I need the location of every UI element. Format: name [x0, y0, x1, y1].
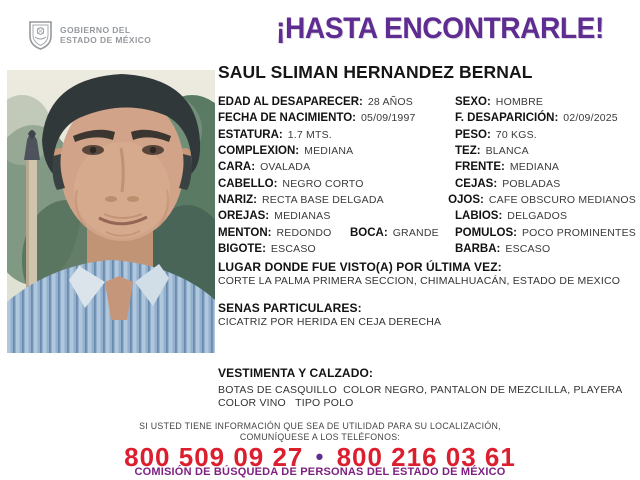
logo-line-2: ESTADO DE MÉXICO [60, 35, 152, 45]
field-value: NEGRO CORTO [282, 177, 364, 190]
field-label: CARA: [218, 161, 256, 174]
field-cell [455, 129, 636, 141]
field-label: NARIZ: [218, 193, 257, 206]
field-label: FECHA DE NACIMIENTO: [218, 112, 356, 125]
field-label: BARBA: [455, 242, 501, 255]
field-label: COMPLEXION: [218, 145, 300, 158]
field-cell [218, 161, 455, 173]
particular-signs-text: CICATRIZ POR HERIDA EN CEJA DERECHA [218, 315, 442, 328]
field-label: OJOS: [448, 193, 484, 206]
field-label: BOCA: [349, 226, 388, 239]
field-cell [455, 145, 636, 157]
commission-name: COMISIÓN DE BÚSQUEDA DE PERSONAS DEL ESTADO DE MÉXICO [134, 466, 506, 478]
field-value: 28 AÑOS [367, 96, 414, 109]
field-cell [218, 129, 455, 141]
details-panel [218, 62, 636, 410]
field-row [218, 143, 636, 159]
field-label: CEJAS: [455, 177, 498, 190]
field-label: ESTATURA: [218, 128, 283, 141]
field-label: EDAD AL DESAPARECER: [218, 96, 363, 109]
clothing-label: VESTIMENTA Y CALZADO: [218, 365, 373, 380]
field-label: TEZ: [455, 145, 481, 158]
field-cell [455, 161, 636, 173]
field-value: MEDIANAS [274, 210, 331, 223]
missing-person-photo [7, 70, 215, 353]
logo-line-1: GOBIERNO DEL [60, 24, 131, 35]
field-label: CABELLO: [218, 177, 278, 190]
field-value: CAFE OBSCURO MEDIANOS [488, 193, 636, 206]
field-value: POCO PROMINENTES [521, 226, 636, 239]
contact-instructions-line1: SI USTED TIENE INFORMACIÓN QUE SEA DE UTILIDAD PARA SU LOCALIZACIÓN, [139, 421, 501, 431]
edomex-logo [27, 20, 151, 50]
field-row [218, 224, 636, 240]
field-cell [455, 178, 636, 190]
field-value: OVALADA [260, 161, 311, 174]
field-value: HOMBRE [495, 96, 544, 109]
field-cell [455, 227, 636, 239]
field-cell [218, 243, 455, 255]
field-value: 1.7 MTS. [287, 128, 332, 141]
field-value: ESCASO [505, 242, 551, 255]
field-cell [218, 227, 350, 239]
attributes-grid [218, 94, 636, 257]
clothing-section [218, 366, 636, 410]
field-row [218, 192, 636, 208]
field-row [218, 127, 636, 143]
field-row [218, 110, 636, 126]
phone-number-1: 800 509 09 27 [124, 442, 304, 472]
last-seen-section [218, 260, 636, 288]
field-cell [218, 112, 455, 124]
particular-signs-label: SENAS PARTICULARES: [218, 300, 362, 315]
field-cell [218, 178, 455, 190]
portrait-illustration [7, 70, 215, 353]
field-label: OREJAS: [218, 210, 270, 223]
field-label: FRENTE: [455, 161, 505, 174]
edomex-crest-icon [27, 20, 54, 50]
field-label: BIGOTE: [218, 242, 266, 255]
poster-title: ¡HASTA ENCONTRARLE! [276, 12, 604, 45]
contact-instructions [0, 421, 640, 442]
field-cell [350, 227, 455, 239]
field-value: ESCASO [270, 242, 316, 255]
field-cell [218, 194, 448, 206]
field-label: POMULOS: [454, 226, 517, 239]
field-value: 70 KGS. [495, 128, 537, 141]
person-name: SAUL SLIMAN HERNANDEZ BERNAL [218, 62, 533, 82]
field-value: 05/09/1997 [361, 112, 416, 125]
field-label: SEXO: [455, 96, 491, 109]
field-cell [455, 112, 636, 124]
field-value: RECTA BASE DELGADA [261, 193, 384, 206]
field-value: REDONDO [276, 226, 332, 239]
field-cell [218, 210, 455, 222]
phone-number-2: 800 216 03 61 [336, 442, 516, 472]
last-seen-text: CORTE LA PALMA PRIMERA SECCION, CHIMALHUACÁN, ESTADO DE MEXICO [218, 274, 621, 287]
field-value: MEDIANA [509, 161, 560, 174]
field-value: BLANCA [485, 145, 529, 158]
last-seen-label: LUGAR DONDE FUE VISTO(A) POR ÚLTIMA VEZ: [218, 259, 502, 274]
clothing-text: BOTAS DE CASQUILLO COLOR NEGRO, PANTALON DE MEZCLILLA, PLAYERA COLOR VINO TIPO POLO [218, 383, 629, 409]
field-row [218, 208, 636, 224]
field-label: LABIOS: [455, 210, 503, 223]
field-value: DELGADOS [507, 210, 568, 223]
field-cell [448, 194, 636, 206]
field-cell [455, 243, 636, 255]
field-cell [455, 210, 636, 222]
particular-signs-section [218, 301, 636, 329]
field-value: POBLADAS [502, 177, 561, 190]
edomex-logo-text [60, 25, 151, 45]
field-label: PESO: [455, 128, 491, 141]
field-row [218, 241, 636, 257]
field-cell [218, 96, 455, 108]
field-label: MENTON: [218, 226, 272, 239]
field-row [218, 175, 636, 191]
bullet-separator-icon: • [315, 444, 325, 469]
field-row [218, 94, 636, 110]
contact-instructions-line2: COMUNÍQUESE A LOS TELÉFONOS: [239, 431, 401, 442]
field-row [218, 159, 636, 175]
field-value: MEDIANA [304, 145, 354, 158]
field-label: F. DESAPARICIÓN: [455, 112, 559, 125]
field-cell [218, 145, 455, 157]
field-cell [455, 96, 636, 108]
field-value: GRANDE [392, 226, 439, 239]
field-value: 02/09/2025 [563, 112, 618, 125]
